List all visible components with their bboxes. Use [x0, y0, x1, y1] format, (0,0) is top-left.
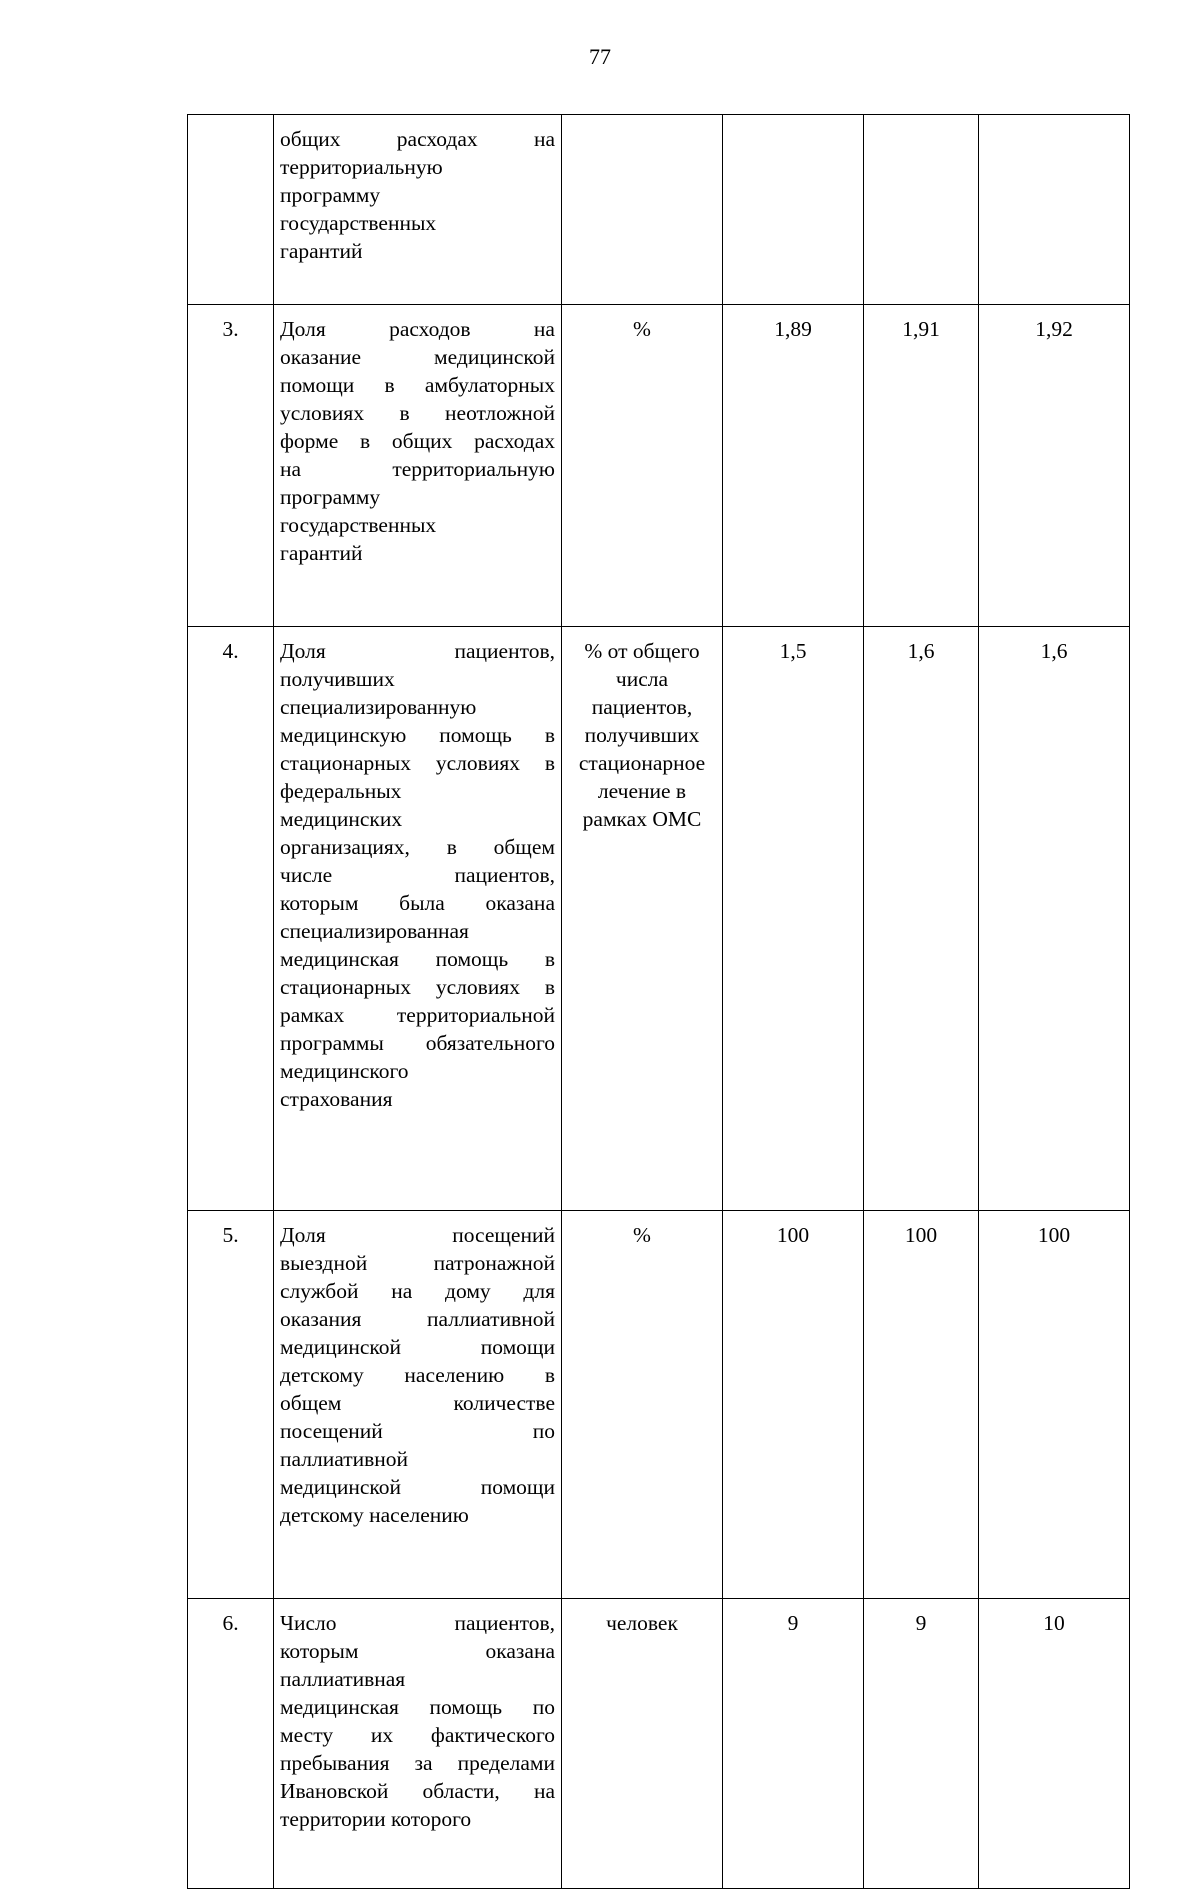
indicator-name-line: Ивановской области, на — [280, 1779, 555, 1803]
indicator-name-line: стационарных условиях в — [280, 751, 555, 775]
indicators-table — [187, 114, 1130, 1889]
indicator-name-line: территориальную — [280, 155, 443, 179]
unit-line: стационарное — [578, 751, 706, 775]
value-v2: 100 — [904, 1223, 938, 1247]
row-number: 3. — [222, 317, 239, 341]
value-v2-cell — [864, 305, 979, 627]
indicator-name-line: помощи в амбулаторных — [280, 373, 555, 397]
indicator-name-line: программу — [280, 183, 381, 207]
indicator-name-line: форме в общих расходах — [280, 429, 555, 453]
row-number-cell — [188, 305, 274, 627]
value-v1: 1,89 — [774, 317, 812, 341]
value-v1-cell — [723, 1211, 864, 1599]
indicator-name-line: гарантий — [280, 239, 363, 263]
indicator-name-line: медицинской помощи — [280, 1475, 555, 1499]
indicator-name-line: медицинская помощь в — [280, 947, 555, 971]
indicator-name-line: выездной патронажной — [280, 1251, 555, 1275]
value-v1-cell — [723, 305, 864, 627]
unit-cell — [562, 627, 723, 1211]
value-v1-cell — [723, 627, 864, 1211]
indicator-name-line: службой на дому для — [280, 1279, 555, 1303]
unit-cell — [562, 115, 723, 305]
indicator-name-line: рамках территориальной — [280, 1003, 555, 1027]
indicator-name-line: паллиативная — [280, 1667, 406, 1691]
unit-cell — [562, 1599, 723, 1889]
row-number-cell — [188, 627, 274, 1211]
indicator-name-line: специализированную — [280, 695, 477, 719]
unit-line: % — [633, 317, 651, 341]
indicator-name-line: пребывания за пределами — [280, 1751, 555, 1775]
table-row — [188, 627, 1130, 1211]
value-v3: 1,6 — [1040, 639, 1068, 663]
value-v2: 1,91 — [902, 317, 940, 341]
indicator-name-line: месту их фактического — [280, 1723, 555, 1747]
indicator-name-line: медицинских — [280, 807, 403, 831]
indicator-name-line: Доля посещений — [280, 1223, 555, 1247]
unit-cell — [562, 1211, 723, 1599]
value-v1: 1,5 — [779, 639, 807, 663]
indicator-name-line: условиях в неотложной — [280, 401, 555, 425]
row-number-cell — [188, 1599, 274, 1889]
unit-line: лечение в — [597, 779, 687, 803]
indicator-name-line: получивших — [280, 667, 395, 691]
value-v2-cell — [864, 627, 979, 1211]
unit-line: % от общего — [584, 639, 700, 663]
indicator-name-line: медицинская помощь по — [280, 1695, 555, 1719]
indicator-name-line: государственных — [280, 211, 437, 235]
unit-line: % — [633, 1223, 651, 1247]
value-v3: 10 — [1043, 1611, 1065, 1635]
indicator-name-line: программы обязательного — [280, 1031, 555, 1055]
indicator-name-line: федеральных — [280, 779, 402, 803]
indicator-name-line: медицинской помощи — [280, 1335, 555, 1359]
indicator-name-line: оказание медицинской — [280, 345, 555, 369]
value-v1: 100 — [776, 1223, 810, 1247]
value-v3-cell — [979, 115, 1130, 305]
page-number: 77 — [589, 44, 611, 69]
row-number-cell — [188, 1211, 274, 1599]
indicator-name-line: на территориальную — [280, 457, 555, 481]
unit-line: числа — [615, 667, 669, 691]
unit-line: рамках ОМС — [582, 807, 702, 831]
indicator-name-line: организациях, в общем — [280, 835, 555, 859]
indicator-name-line: которым оказана — [280, 1639, 555, 1663]
indicator-name-line: паллиативной — [280, 1447, 409, 1471]
indicator-name-line: посещений по — [280, 1419, 555, 1443]
indicator-name-cell — [274, 1599, 562, 1889]
indicator-name-line: стационарных условиях в — [280, 975, 555, 999]
row-number: 6. — [222, 1611, 239, 1635]
indicator-name-line: оказания паллиативной — [280, 1307, 555, 1331]
value-v1: 9 — [787, 1611, 799, 1635]
table-row — [188, 305, 1130, 627]
indicator-name-line: Доля пациентов, — [280, 639, 555, 663]
value-v2-cell — [864, 115, 979, 305]
row-number: 4. — [222, 639, 239, 663]
value-v3: 100 — [1037, 1223, 1071, 1247]
row-number-cell — [188, 115, 274, 305]
value-v3: 1,92 — [1035, 317, 1073, 341]
indicator-name-line: территории которого — [280, 1807, 472, 1831]
value-v3-cell — [979, 627, 1130, 1211]
value-v2: 9 — [915, 1611, 927, 1635]
indicator-name-line: медицинскую помощь в — [280, 723, 555, 747]
indicator-name-line: общем количестве — [280, 1391, 555, 1415]
table-row — [188, 1599, 1130, 1889]
row-number: 5. — [222, 1223, 239, 1247]
unit-line: получивших — [584, 723, 700, 747]
indicator-name-line: гарантий — [280, 541, 363, 565]
value-v1-cell — [723, 1599, 864, 1889]
indicator-name-line: специализированная — [280, 919, 469, 943]
table-row — [188, 115, 1130, 305]
indicator-name-line: детскому населению — [280, 1503, 469, 1527]
table-row — [188, 1211, 1130, 1599]
indicator-name-cell — [274, 305, 562, 627]
value-v2-cell — [864, 1211, 979, 1599]
indicator-name-cell — [274, 627, 562, 1211]
value-v3-cell — [979, 1599, 1130, 1889]
indicator-name-line: которым была оказана — [280, 891, 555, 915]
value-v1-cell — [723, 115, 864, 305]
indicator-name-line: медицинского — [280, 1059, 409, 1083]
indicator-name-cell — [274, 115, 562, 305]
unit-line: человек — [606, 1611, 678, 1635]
unit-line: пациентов, — [591, 695, 693, 719]
indicator-name-line: числе пациентов, — [280, 863, 555, 887]
indicator-name-cell — [274, 1211, 562, 1599]
table-body — [188, 115, 1130, 1889]
unit-cell — [562, 305, 723, 627]
indicator-name-line: страхования — [280, 1087, 393, 1111]
value-v2-cell — [864, 1599, 979, 1889]
indicator-name-line: Доля расходов на — [280, 317, 555, 341]
indicator-name-line: общих расходах на — [280, 127, 555, 151]
indicator-name-line: программу — [280, 485, 381, 509]
value-v3-cell — [979, 1211, 1130, 1599]
indicator-name-line: детскому населению в — [280, 1363, 555, 1387]
value-v2: 1,6 — [907, 639, 935, 663]
value-v3-cell — [979, 305, 1130, 627]
indicator-name-line: Число пациентов, — [280, 1611, 555, 1635]
indicator-name-line: государственных — [280, 513, 437, 537]
